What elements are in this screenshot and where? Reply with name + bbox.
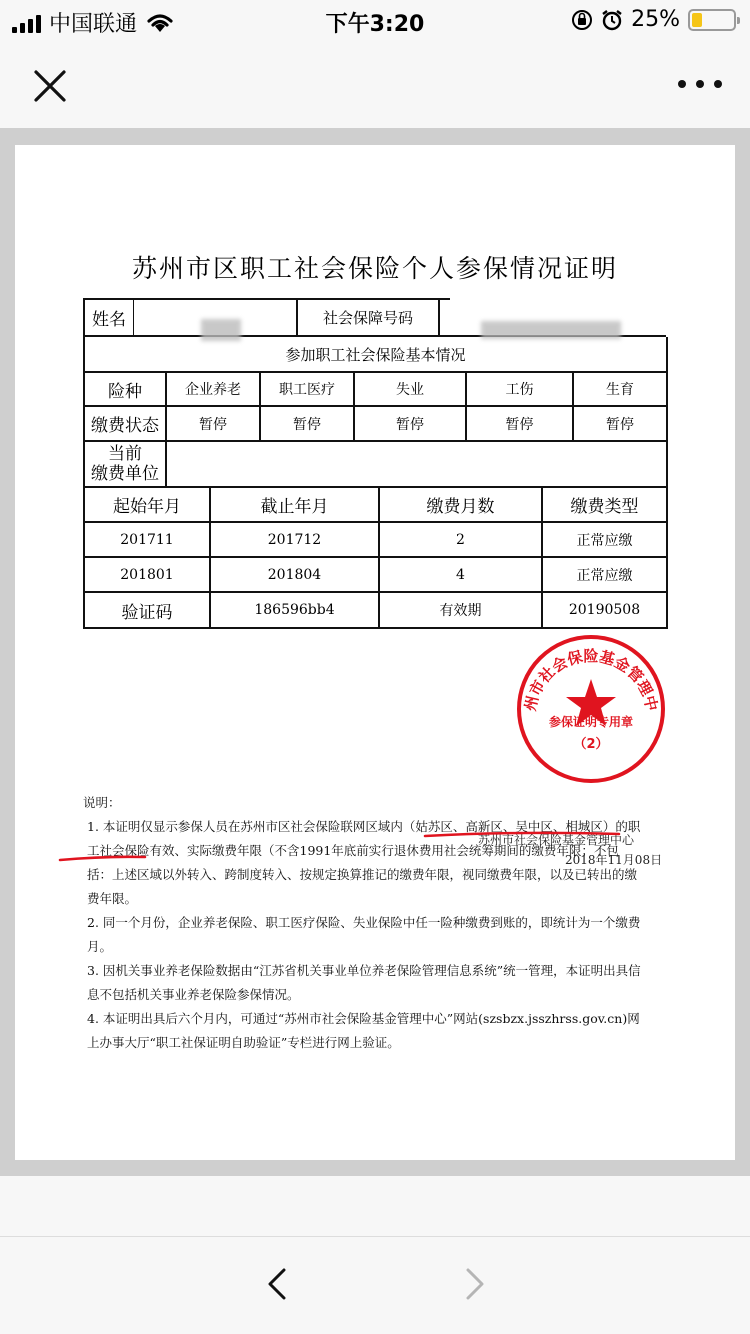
- insurance-type: 企业养老: [185, 382, 241, 398]
- verify-label: 验证码: [121, 602, 173, 623]
- period-header: 起始年月: [113, 497, 181, 517]
- more-icon[interactable]: [678, 80, 722, 88]
- verify-code: 186596bb4: [254, 602, 335, 618]
- payment-status: 暂停: [293, 416, 321, 433]
- forward-arrow-icon[interactable]: [460, 1264, 490, 1304]
- payment-status: 暂停: [396, 416, 424, 433]
- table-cell: 201711: [120, 531, 174, 548]
- payment-status: 暂停: [606, 416, 634, 433]
- table-cell: 正常应缴: [576, 532, 633, 549]
- period-header: 缴费类型: [570, 497, 639, 517]
- insurance-type: 生育: [606, 382, 634, 398]
- carrier-name: 中国联通: [49, 12, 138, 37]
- red-underline-marks: [15, 145, 735, 1160]
- notes-title: 说明：: [83, 795, 121, 810]
- table-cell: 4: [456, 566, 465, 583]
- stamp-line2: 参保证明专用章: [548, 715, 633, 729]
- issuer-name: 苏州市社会保险基金管理中心: [478, 833, 635, 847]
- insurance-type: 职工医疗: [279, 382, 335, 398]
- orientation-lock-icon: [571, 9, 593, 31]
- battery-percent: 25%: [631, 7, 680, 32]
- employer-label: 当前 缴费单位: [91, 444, 159, 484]
- alarm-icon: [601, 9, 623, 31]
- table-cell: 201801: [120, 566, 174, 583]
- table-cell: 正常应缴: [576, 567, 633, 584]
- stamp-arc-text: 州市社会保险基金管理中: [521, 647, 661, 713]
- table-cell: 201712: [267, 531, 322, 548]
- issue-date: 2018年11月08日: [565, 853, 663, 867]
- valid-label: 有效期: [439, 603, 482, 619]
- insurance-type: 工伤: [505, 382, 534, 398]
- period-header: 截止年月: [260, 497, 329, 517]
- table-cell: 2: [456, 531, 465, 548]
- status-time: 下午3:20: [325, 12, 425, 37]
- document-title: 苏州市区职工社会保险个人参保情况证明: [131, 254, 618, 283]
- back-arrow-icon[interactable]: [262, 1264, 292, 1304]
- battery-icon: [688, 9, 736, 31]
- name-label: 姓名: [92, 310, 126, 330]
- section-title: 参加职工社会保险基本情况: [285, 345, 466, 364]
- note-item: 2. 同一个月份，企业养老保险、职工医疗保险、失业保险中任一险种缴费到账的，即统计为一个缴费月。: [87, 915, 641, 954]
- insurance-row-label: 险种: [108, 381, 142, 402]
- close-icon[interactable]: [30, 66, 70, 106]
- nav-bar: [0, 42, 750, 128]
- status-bar: [0, 0, 750, 42]
- valid-date: 20190508: [568, 602, 641, 618]
- note-item: 4. 本证明出具后六个月内，可通过“苏州市社会保险基金管理中心”网站(szsbzx.jsszhrss.gov.cn)网上办事大厅“职工社保证明自助验证”专栏进行网上验证。: [87, 1011, 640, 1050]
- payment-status: 暂停: [505, 416, 534, 433]
- document-page: [15, 145, 735, 1160]
- note-item: 1. 本证明仅显示参保人员在苏州市区社会保险联网区域内（姑苏区、高新区、吴中区、相城区）的职工社会保险有效、实际缴费年限（不含1991年底前实行退休费用社会统筹期间的缴费年限；不包括：上述区域以外转入、跨制度转入、按规定换算推记的缴费年限，视同缴费年限，以及已转出的缴费年限。: [87, 819, 641, 906]
- document-viewer[interactable]: [0, 128, 750, 1176]
- bottom-nav: [0, 1176, 750, 1334]
- note-item: 3. 因机关事业养老保险数据由“江苏省机关事业单位养老保险管理信息系统”统一管理，本证明出具信息不包括机关事业养老保险参保情况。: [87, 963, 641, 1002]
- payment-status: 暂停: [199, 416, 227, 433]
- status-row-label: 缴费状态: [91, 416, 159, 436]
- ssn-label: 社会保障号码: [322, 309, 413, 327]
- table-cell: 201804: [267, 566, 322, 583]
- period-header: 缴费月数: [426, 497, 495, 517]
- insurance-type: 失业: [396, 382, 424, 398]
- stamp-line3: （2）: [573, 737, 609, 752]
